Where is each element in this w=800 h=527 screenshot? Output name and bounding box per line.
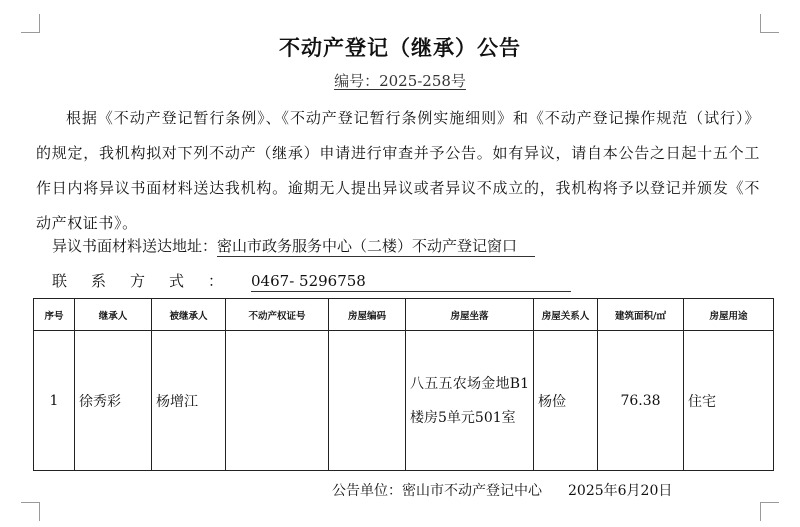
cell-location: 八五五农场金地B1楼房5单元501室 <box>406 331 534 471</box>
crop-mark-top-right <box>760 14 779 33</box>
table-header-row <box>34 299 774 331</box>
contact-phone-label: 联系方式： <box>52 272 248 290</box>
header-related-person: 房屋关系人 <box>534 299 598 331</box>
issue-date: 2025年6月20日 <box>568 483 673 499</box>
notice-footer <box>332 480 672 500</box>
cell-related-person: 杨俭 <box>534 331 598 471</box>
header-certificate-no: 不动产权证号 <box>226 299 329 331</box>
cell-index: 1 <box>34 331 75 471</box>
cell-house-code <box>329 331 406 471</box>
header-house-code: 房屋编码 <box>329 299 406 331</box>
header-area: 建筑面积/㎡ <box>598 299 684 331</box>
objection-address-line <box>52 235 535 257</box>
crop-mark-bottom-right <box>760 502 779 521</box>
cell-heir: 徐秀彩 <box>75 331 152 471</box>
contact-phone-line <box>52 270 571 292</box>
notice-title: 不动产登记（继承）公告 <box>279 35 521 60</box>
objection-address-label: 异议书面材料送达地址： <box>52 237 218 255</box>
cell-area: 76.38 <box>598 331 684 471</box>
header-heir: 继承人 <box>75 299 152 331</box>
header-location: 房屋坐落 <box>406 299 534 331</box>
notice-body: 根据《不动产登记暂行条例》、《不动产登记暂行条例实施细则》和《不动产登记操作规范（试行）》的规定，我机构拟对下列不动产（继承）申请进行审查并予公告。如有异议，请自本公告之日起十五个工作日内将异议书面材料送达我机构。逾期无人提出异议或者异议不成立的，我机构将予以登记并颁发《不动产权证书》。 <box>36 109 760 232</box>
cell-usage: 住宅 <box>684 331 774 471</box>
header-usage: 房屋用途 <box>684 299 774 331</box>
header-index: 序号 <box>34 299 75 331</box>
table-row <box>34 331 774 471</box>
cell-certificate-no <box>226 331 329 471</box>
crop-mark-top-left <box>21 14 40 33</box>
objection-address-value: 密山市政务服务中心（二楼）不动产登记窗口 <box>217 237 535 257</box>
property-table <box>33 298 774 471</box>
contact-phone-value: 0467- 5296758 <box>251 272 571 292</box>
cell-decedent: 杨增江 <box>152 331 226 471</box>
doc-number <box>0 70 800 91</box>
header-decedent: 被继承人 <box>152 299 226 331</box>
issuer: 公告单位：密山市不动产登记中心 <box>332 483 542 499</box>
crop-mark-bottom-left <box>21 502 40 521</box>
doc-number-text: 编号：2025-258号 <box>334 72 466 90</box>
